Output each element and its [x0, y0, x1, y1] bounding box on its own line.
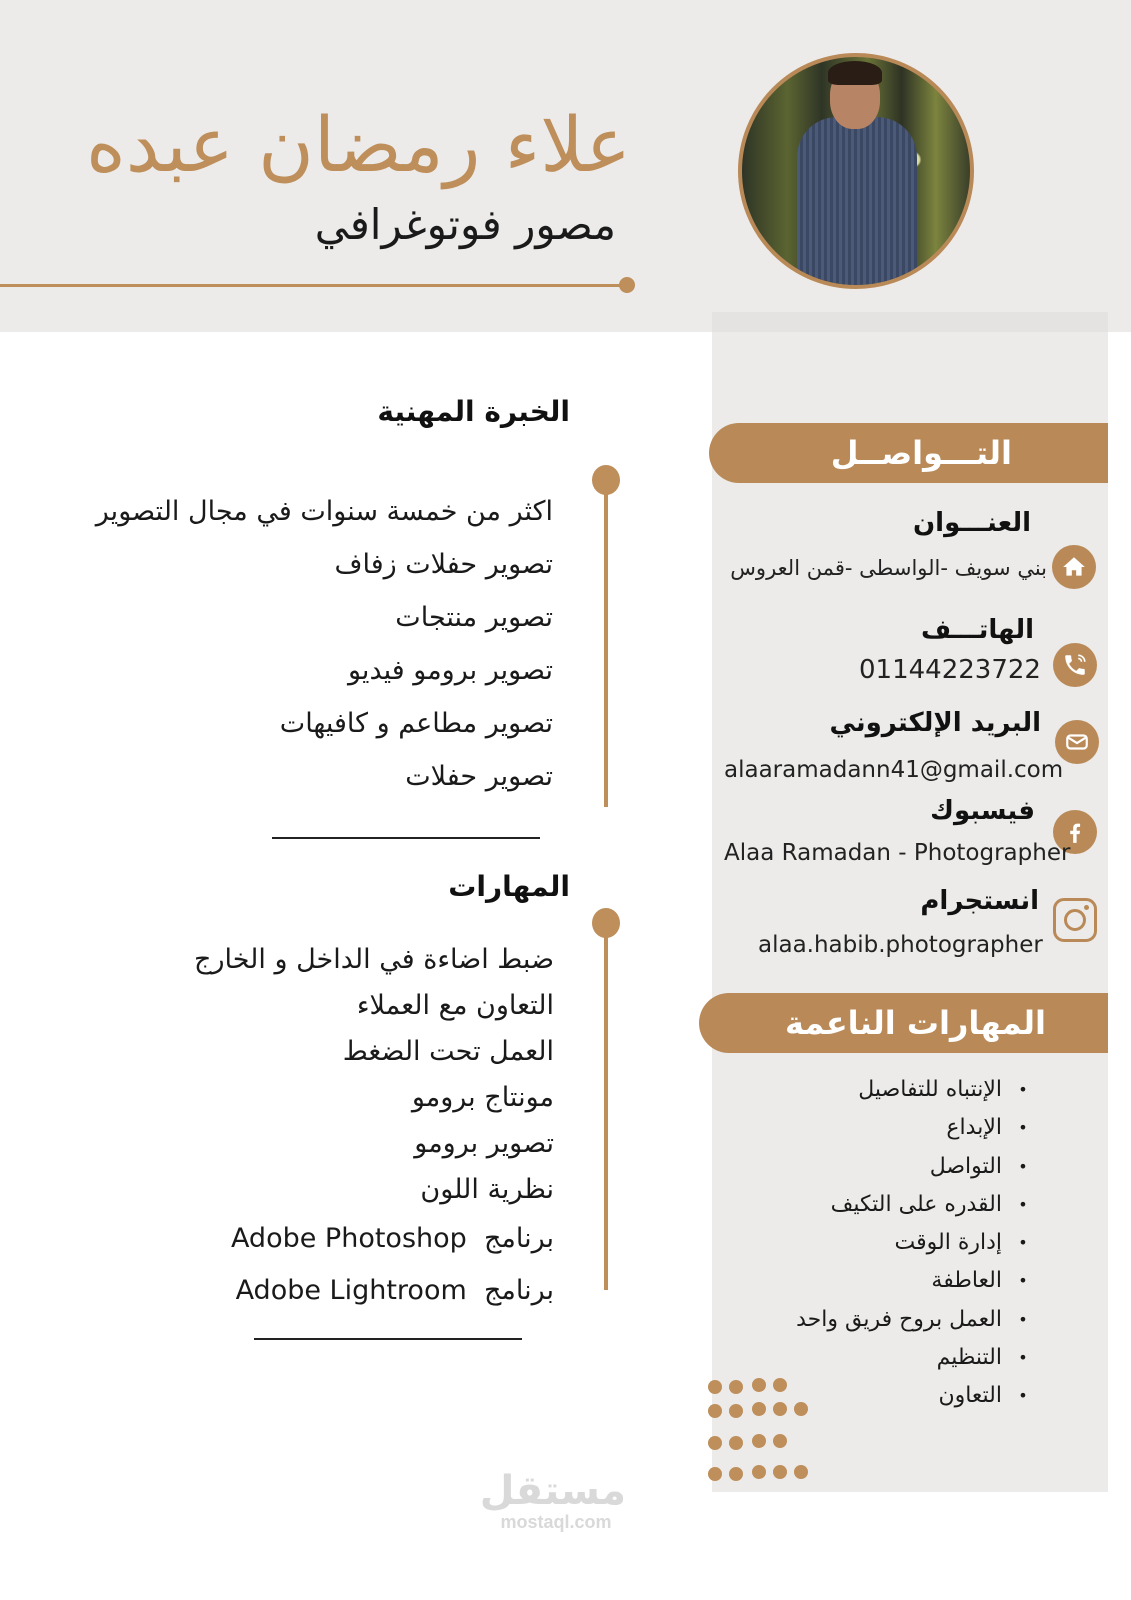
- software-prefix: برنامج: [483, 1275, 554, 1306]
- experience-timeline-line: [604, 485, 608, 807]
- software-name: Adobe Lightroom: [235, 1275, 467, 1306]
- soft-skill-item: • الإنتباه للتفاصيل: [796, 1071, 1036, 1109]
- skill-item: التعاون مع العملاء: [356, 990, 554, 1021]
- person-name: علاء رمضان عبده: [85, 100, 631, 189]
- soft-skill-item: • الإبداع: [796, 1109, 1036, 1147]
- facebook-label: فيسبوك: [930, 796, 1035, 826]
- mostaql-watermark: [479, 1468, 626, 1532]
- experience-item: تصوير حفلات زفاف: [334, 549, 553, 580]
- soft-skill-item: • العمل بروح فريق واحد: [796, 1301, 1036, 1339]
- soft-skill-item: • القدره على التكيف: [796, 1186, 1036, 1224]
- photo-shirt: [797, 117, 917, 289]
- soft-skills-list: [796, 1071, 1036, 1416]
- skill-item-software: [194, 1265, 554, 1317]
- soft-skills-heading-pill: المهارات الناعمة: [699, 993, 1108, 1053]
- skills-timeline-line: [604, 928, 608, 1290]
- soft-skill-item: • التعاون: [796, 1377, 1036, 1415]
- phone-value[interactable]: 01144223722: [859, 655, 1041, 685]
- skill-item-software: [194, 1213, 554, 1265]
- instagram-value[interactable]: alaa.habib.photographer: [758, 932, 1043, 958]
- experience-list: [96, 485, 553, 803]
- instagram-label: انستجرام: [920, 886, 1039, 916]
- watermark-arabic: مستقل: [479, 1468, 626, 1514]
- sidebar-top-strip: [712, 312, 1108, 332]
- experience-item: تصوير منتجات: [395, 602, 553, 633]
- skill-item: نظرية اللون: [420, 1174, 554, 1205]
- experience-item: تصوير حفلات: [405, 761, 553, 792]
- header-divider-line: [0, 284, 624, 287]
- skill-item: تصوير برومو: [414, 1128, 554, 1159]
- experience-item: اكثر من خمسة سنوات في مجال التصوير: [95, 496, 553, 527]
- soft-skill-item: • إدارة الوقت: [796, 1224, 1036, 1262]
- software-name: Adobe Photoshop: [230, 1223, 467, 1254]
- skill-item: مونتاج برومو: [411, 1082, 554, 1113]
- skills-heading: المهارات: [448, 870, 570, 903]
- photo-hair: [828, 61, 882, 85]
- experience-heading: الخبرة المهنية: [377, 395, 570, 428]
- home-icon: [1052, 545, 1096, 589]
- skill-item: ضبط اضاءة في الداخل و الخارج: [194, 944, 554, 975]
- soft-skill-item: • التنظيم: [796, 1339, 1036, 1377]
- experience-item: تصوير برومو فيديو: [347, 655, 553, 686]
- skills-divider: [254, 1338, 522, 1340]
- email-value[interactable]: alaaramadann41@gmail.com: [724, 757, 1064, 783]
- phone-icon: [1053, 643, 1097, 687]
- instagram-icon: [1053, 898, 1097, 942]
- email-label: البريد الإلكتروني: [829, 708, 1041, 738]
- address-label: العنـــوان: [912, 508, 1031, 538]
- facebook-value[interactable]: Alaa Ramadan - Photographer: [724, 840, 1071, 866]
- soft-skill-item: • العاطفة: [796, 1262, 1036, 1300]
- soft-skill-item: • التواصل: [796, 1148, 1036, 1186]
- contact-heading-pill: التـــواصــل: [709, 423, 1108, 483]
- profile-photo: [738, 53, 974, 289]
- experience-divider: [272, 837, 540, 839]
- software-prefix: برنامج: [483, 1223, 554, 1254]
- job-title: مصور فوتوغرافي: [314, 200, 616, 249]
- address-value: بني سويف -الواسطى -قمن العروس: [730, 556, 1047, 580]
- experience-item: تصوير مطاعم و كافيهات: [279, 708, 553, 739]
- skills-list: [194, 937, 554, 1317]
- header-divider-dot: [619, 277, 635, 293]
- skill-item: العمل تحت الضغط: [342, 1036, 554, 1067]
- watermark-latin: mostaql.com: [500, 1512, 612, 1532]
- phone-label: الهاتـــف: [921, 615, 1034, 645]
